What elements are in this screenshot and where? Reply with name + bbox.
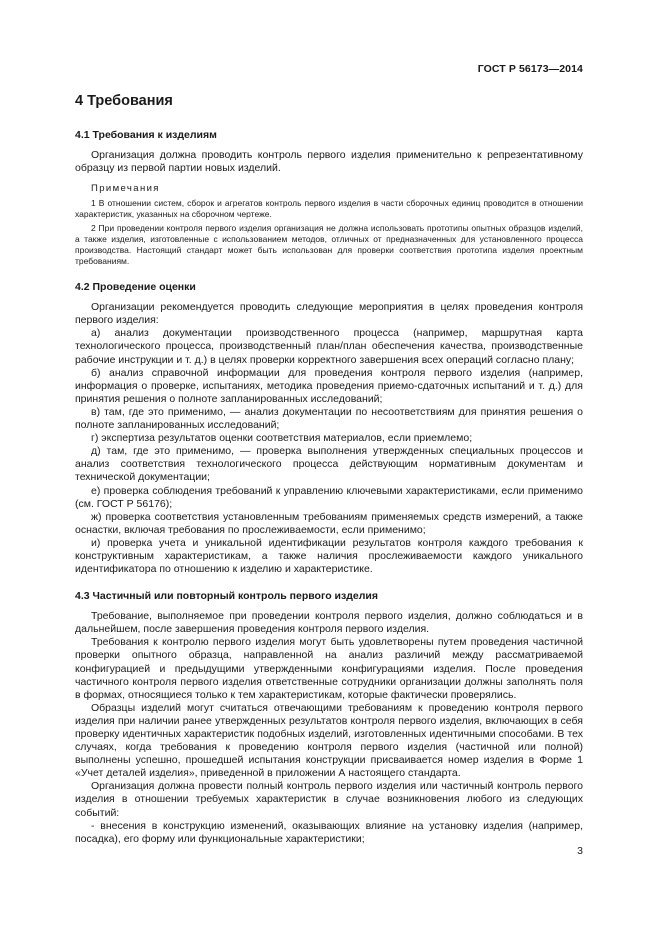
standard-code: ГОСТ Р 56173—2014 [477,63,583,75]
notes-heading: Примечания [91,183,160,195]
paragraph: Требования к контролю первого изделия могут быть удовлетворены путем проведения частичной проверки опытного образца, направленной на анализ различий между рассматриваемой конфигурацией и предыдущими утвержденными конфигурациями изделия. После проведения частичного контроля первого изделия ответственные сотрудники организации должны заполнять поля в формах, относящиеся только к тем характеристикам, которые фактически проверялись. [75,636,583,701]
paragraph: Образцы изделий могут считаться отвечающими требованиям к проведению контроля первого изделия при наличии ранее утвержденных результатов контроля первого изделия, включающих в себя проверку идентичных характеристик подобных изделий, изготовленных идентичными способами. В тех случаях, когда требования к проведению контроля первого изделия (частичной или полной) выполнены успешно, прошедшей испытания конструкции присваивается номер изделия в Форме 1 «Учет деталей изделия», приведенной в приложении А настоящего стандарта. [75,701,583,780]
note-1: 1 В отношении систем, сборок и агрегатов контроль первого изделия в части сборочных единиц проводится в отношении характеристик, указанных на сборочном чертеже. [75,198,583,220]
list-item: ж) проверка соответствия установленным требованиям применяемых средств измерений, а также оснастки, включая требования по прослеживаемости, если применимо; [75,510,583,536]
subsection-4-3-title: 4.3 Частичный или повторный контроль первого изделия [75,590,378,603]
page-content [75,93,583,846]
list-item: д) там, где это применимо, — проверка выполнения утвержденных специальных процессов и анализ соответствия технологического процесса действующим нормативным документам и технической документации; [75,445,583,484]
list-item: в) там, где это применимо, — анализ документации по несоответствиям для принятия решения о полноте запланированных исследований; [75,405,583,432]
page-number: 3 [577,845,583,857]
subsection-4-1-title: 4.1 Требования к изделиям [75,129,217,141]
list-item: е) проверка соблюдения требований к управлению ключевыми характеристиками, если применимо (см. ГОСТ Р 56176); [75,484,583,510]
note-2: 2 При проведении контроля первого изделия организация не должна использовать прототипы опытных образцов изделий, а также изделия, изготовленные с использованием методов, отличных от предназначенных для установленного процесса производства. Настоящий стандарт может быть использован для проверки соответствия прототипа изделия проектным требованиям. [75,223,583,267]
list-item: и) проверка учета и уникальной идентификации результатов контроля каждого требования к конструктивным характеристикам, а также наличия прослеживаемости каждого уникального идентификатора по отношению к изделию и характеристике. [75,536,583,576]
paragraph: Организация должна проводить контроль первого изделия применительно к репрезентативному образцу из первой партии новых изделий. [75,149,583,175]
list-item: а) анализ документации производственного процесса (например, маршрутная карта технологического процесса, производственный план/план обеспечения качества, производственные рабочие инструкции и т. д.) в целях проверки корректного завершения всех операций согласно плану; [75,327,583,366]
paragraph: Организации рекомендуется проводить следующие мероприятия в целях проведения контроля первого изделия: [75,301,583,327]
list-item: г) экспертиза результатов оценки соответствия материалов, если приемлемо; [91,432,473,445]
list-item: б) анализ справочной информации для проведения контроля первого изделия (например, информация о проверке, испытаниях, методика проведения приемо-сдаточных испытаний и т. д.) для принятия решения о полноте запланированных исследований; [75,366,583,405]
section-title: 4 Требования [75,93,173,109]
paragraph: Требование, выполняемое при проведении контроля первого изделия, должно соблюдаться и в дальнейшем, после завершения проведения контроля первого изделия. [75,610,583,636]
subsection-4-2-title: 4.2 Проведение оценки [75,281,196,294]
list-item: - внесения в конструкцию изменений, оказывающих влияние на установку изделия (например, посадка), его форму или функциональные характеристики; [75,819,583,845]
paragraph: Организация должна провести полный контроль первого изделия или частичный контроль первого изделия в отношении требуемых характеристик в случае возникновения любого из следующих событий: [75,780,583,819]
